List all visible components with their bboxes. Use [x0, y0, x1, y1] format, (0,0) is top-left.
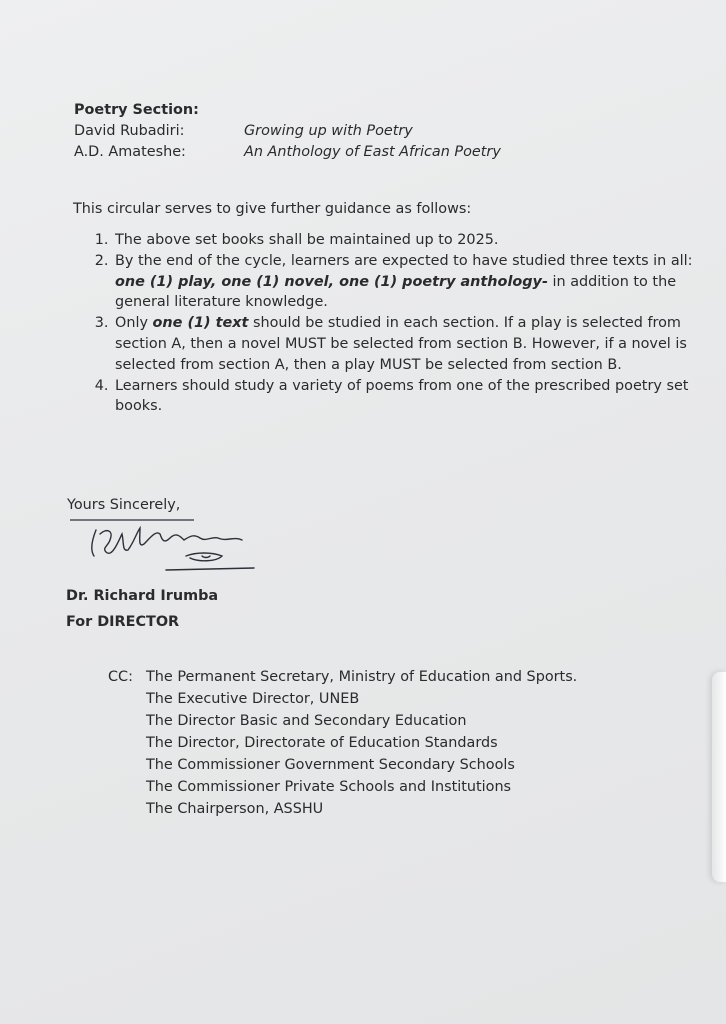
cc-recipient: The Director Basic and Secondary Education: [146, 713, 467, 729]
poetry-section: [74, 100, 501, 163]
handwritten-signature: [66, 512, 266, 578]
signatory-role: For DIRECTOR: [66, 614, 180, 630]
emphasis-text: one (1) play, one (1) novel, one (1) poetry anthology-: [115, 273, 548, 290]
guidance-item: 4. Learners should study a variety of poems from one of the prescribed poetry set books.: [113, 376, 703, 418]
cc-first-line: [108, 666, 577, 688]
poetry-author: David Rubadiri:: [74, 123, 185, 139]
cc-recipient: The Permanent Secretary, Ministry of Education and Sports.: [146, 669, 578, 685]
guidance-intro: This circular serves to give further guidance as follows:: [73, 201, 472, 217]
emphasis-text: one (1) text: [152, 315, 249, 332]
cc-recipient: The Director, Directorate of Education Standards: [146, 735, 498, 751]
cc-recipient: The Commissioner Government Secondary Schools: [146, 757, 515, 773]
poetry-entry: [74, 142, 501, 163]
cc-recipient: The Executive Director, UNEB: [146, 691, 360, 707]
poetry-title: An Anthology of East African Poetry: [244, 144, 501, 160]
guidance-list: [72, 230, 703, 417]
poetry-author: A.D. Amateshe:: [74, 144, 186, 160]
guidance-item: 3. Only one (1) text should be studied in each section. If a play is selected from section A, then a novel MUST be selected from section B. However, if a novel is selected from section A, then a play MUST be selected from section B.: [113, 313, 703, 375]
guidance-item: 1. The above set books shall be maintained up to 2025.: [113, 230, 703, 251]
cc-recipient: The Commissioner Private Schools and Institutions: [146, 779, 512, 795]
poetry-section-heading: Poetry Section:: [74, 102, 199, 118]
cc-recipient: The Chairperson, ASSHU: [146, 801, 324, 817]
page-edge-shadow: [712, 672, 726, 882]
poetry-entry: [74, 121, 501, 142]
guidance-item: 2. By the end of the cycle, learners are expected to have studied three texts in all: one (1) play, one (1) novel, one (1) poetry anthology- in addition to the general literature knowledge.: [113, 251, 703, 313]
cc-label: CC:: [108, 669, 133, 685]
closing-salutation: Yours Sincerely,: [67, 497, 181, 513]
signatory-block: [66, 583, 218, 635]
cc-list: [108, 666, 577, 820]
signatory-name: Dr. Richard Irumba: [66, 588, 219, 604]
poetry-title: Growing up with Poetry: [244, 123, 413, 139]
